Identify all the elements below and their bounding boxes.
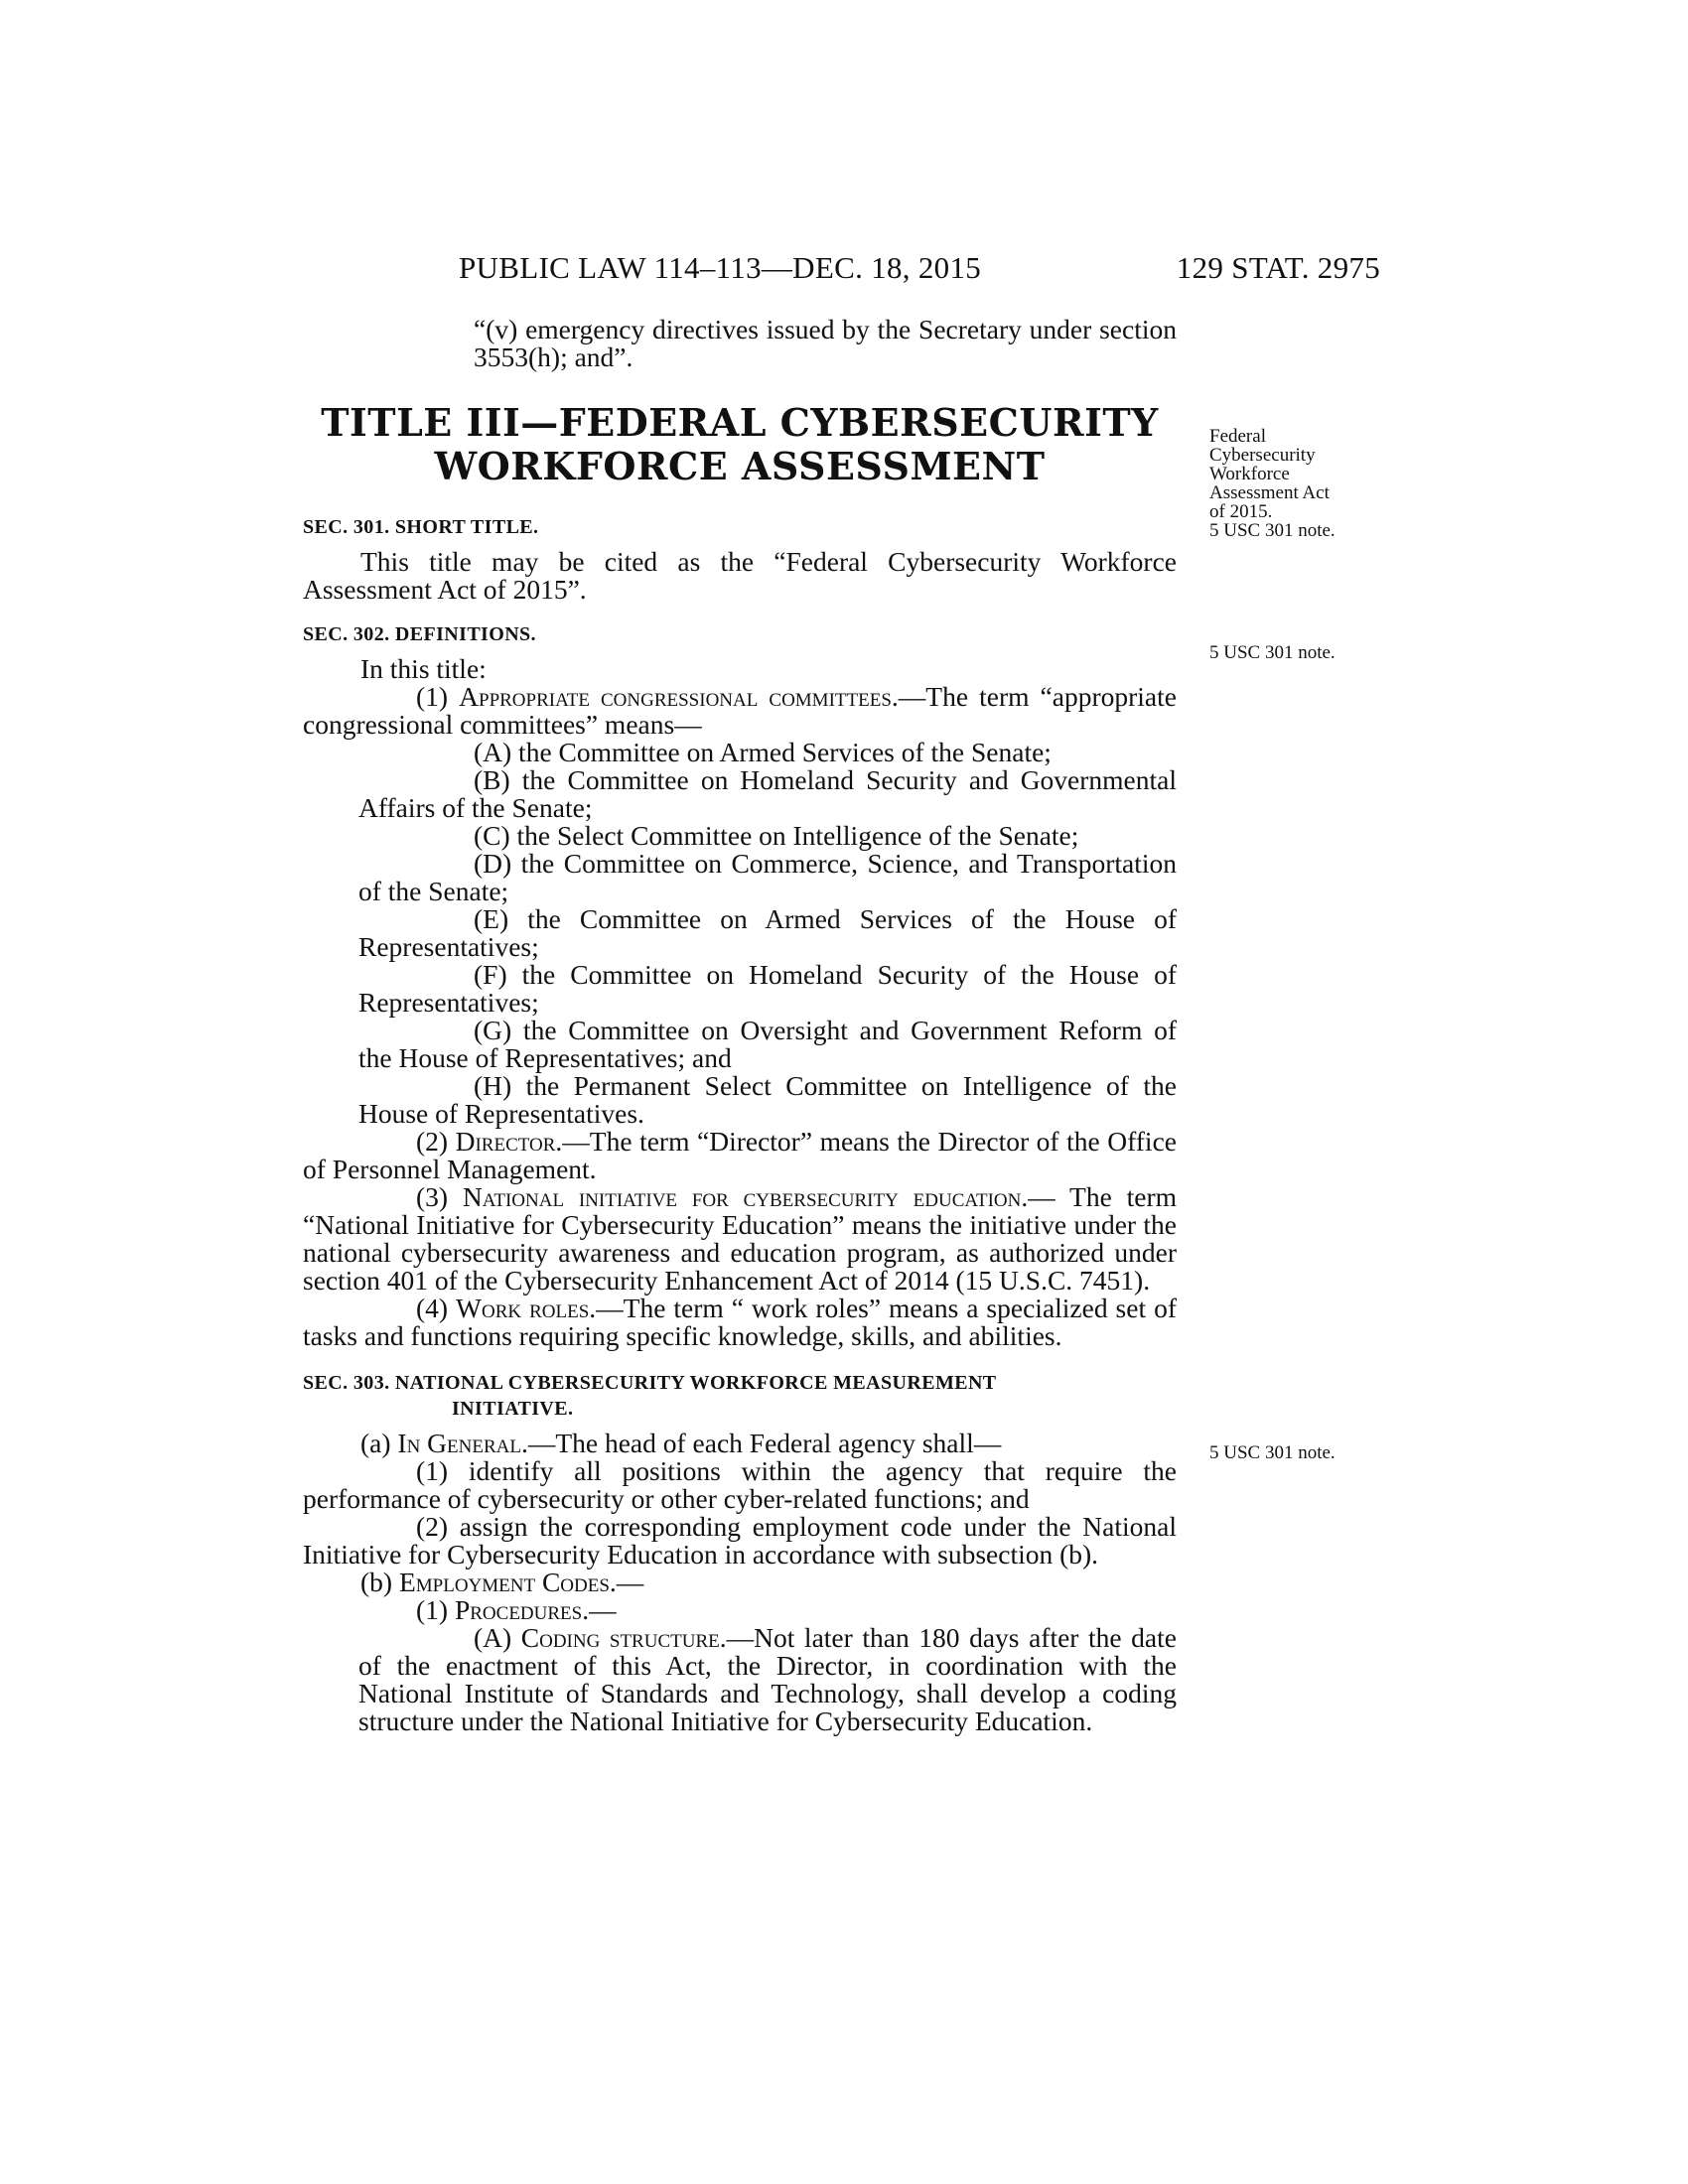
sec303-heading <box>303 1370 1177 1422</box>
para-label: (b) <box>360 1567 399 1597</box>
sec301-text: This title may be cited as the “Federal Cybersecurity Workforce Assessment Act of 2015”. <box>303 546 1177 605</box>
margin-note-usc-302: 5 USC 301 note. <box>1209 642 1336 663</box>
sec302-item-f: (F) the Committee on Homeland Security of the House of Representatives; <box>358 959 1177 1018</box>
sec302-item-d: (D) the Committee on Commerce, Science, and Transportation of the Senate; <box>358 848 1177 906</box>
sec302-intro: In this title: <box>360 653 487 684</box>
para-text: .—The term “ work roles” means a specialized set of tasks and functions requiring specific knowledge, skills, and abilities. <box>303 1293 1177 1351</box>
sec302-heading: SEC. 302. DEFINITIONS. <box>303 623 536 645</box>
para-label: (3) <box>416 1181 463 1212</box>
sec302-item-b: (B) the Committee on Homeland Security and Governmental Affairs of the Senate; <box>358 764 1177 823</box>
sec303-a2: (2) assign the corresponding employment code under the National Initiative for Cybersecurity Education in accordance with subsection (b). <box>303 1511 1177 1570</box>
margin-note-line: Cybersecurity <box>1209 445 1316 466</box>
margin-note-usc-303: 5 USC 301 note. <box>1209 1442 1336 1463</box>
header-law-title: PUBLIC LAW 114–113—DEC. 18, 2015 <box>459 250 982 285</box>
para-label: (4) <box>416 1293 457 1323</box>
para-label: (1) <box>416 1594 455 1625</box>
margin-note-line: Assessment Act <box>1209 482 1330 503</box>
margin-note-usc-301: 5 USC 301 note. <box>1209 520 1336 541</box>
title-heading-line2: WORKFORCE ASSESSMENT <box>434 444 1046 488</box>
margin-note-sec303 <box>1209 1443 1388 1462</box>
para-text: .—The term “Director” means the Director of the Office of Personnel Management. <box>303 1126 1177 1184</box>
para-heading: Work roles <box>456 1293 590 1323</box>
para-text: .—The term “appropriate congressional committees” means— <box>303 681 1177 740</box>
para-heading: In General <box>397 1428 521 1458</box>
para-heading: Coding structure <box>520 1622 720 1653</box>
sec302-item-h: (H) the Permanent Select Committee on Intelligence of the House of Representatives. <box>358 1070 1177 1129</box>
para-label: (A) <box>474 1622 521 1653</box>
para-text: .— <box>609 1567 644 1597</box>
header-page-reference: 129 STAT. 2975 <box>1176 250 1380 285</box>
sec302-item-c: (C) the Select Committee on Intelligence of the Senate; <box>474 820 1079 851</box>
sec303-heading-line2: INITIATIVE. <box>452 1398 574 1420</box>
margin-note-sec302 <box>1209 643 1388 662</box>
margin-note-line: Federal <box>1209 426 1266 447</box>
title-heading <box>303 401 1177 488</box>
para-text: .—The head of each Federal agency shall— <box>520 1428 1002 1458</box>
sec303-subsection-a <box>303 1430 1177 1457</box>
para-label: (a) <box>360 1428 398 1458</box>
sec302-para4 <box>303 1295 1177 1350</box>
sec302-para3 <box>303 1183 1177 1295</box>
para-heading: Director <box>455 1126 556 1157</box>
sec301-heading: SEC. 301. SHORT TITLE. <box>303 516 539 538</box>
sec303-heading-line1: SEC. 303. NATIONAL CYBERSECURITY WORKFORCE MEASUREMENT <box>303 1372 997 1394</box>
sec303-a1: (1) identify all positions within the agency that require the performance of cybersecurity or other cyber-related functions; and <box>303 1455 1177 1514</box>
margin-note-short-title <box>1209 427 1388 540</box>
margin-note-line: of 2015. <box>1209 501 1273 522</box>
para-text: .— The term “National Initiative for Cybersecurity Education” means the initiative under the national cybersecurity awareness and education program, as authorized under section 401 of the Cybersecurity Enhancement Act of 2014 (15 U.S.C. 7451). <box>303 1181 1177 1296</box>
sec303-b1 <box>303 1596 1177 1624</box>
para-label: (1) <box>416 681 460 712</box>
margin-note-line: Workforce <box>1209 464 1290 484</box>
para-heading: Employment Codes <box>398 1567 610 1597</box>
sec302-para1 <box>303 683 1177 739</box>
para-heading: Appropriate congressional committees <box>459 681 892 712</box>
sec302-item-g: (G) the Committee on Oversight and Government Reform of the House of Representatives; and <box>358 1015 1177 1073</box>
sec302-para2 <box>303 1128 1177 1183</box>
sec302-item-e: (E) the Committee on Armed Services of the House of Representatives; <box>358 903 1177 962</box>
sec303-b1-A <box>303 1624 1177 1735</box>
para-label: (2) <box>416 1126 456 1157</box>
para-text: .— <box>582 1594 617 1625</box>
title-heading-line1: TITLE III—FEDERAL CYBERSECURITY <box>321 400 1159 445</box>
para-text: .—Not later than 180 days after the date of the enactment of this Act, the Director, in coordination with the National Institute of Standards and Technology, shall develop a coding structure under the National Initiative for Cybersecurity Education. <box>358 1622 1177 1736</box>
para-heading: National initiative for cybersecurity education <box>462 1181 1022 1212</box>
sec302-item-a: (A) the Committee on Armed Services of the Senate; <box>474 737 1052 767</box>
sec303-subsection-b <box>303 1569 1177 1596</box>
para-heading: Procedures <box>454 1594 583 1625</box>
body-text-column <box>303 316 1177 1735</box>
carryover-quoted-text: “(v) emergency directives issued by the Secretary under section 3553(h); and”. <box>474 314 1177 372</box>
